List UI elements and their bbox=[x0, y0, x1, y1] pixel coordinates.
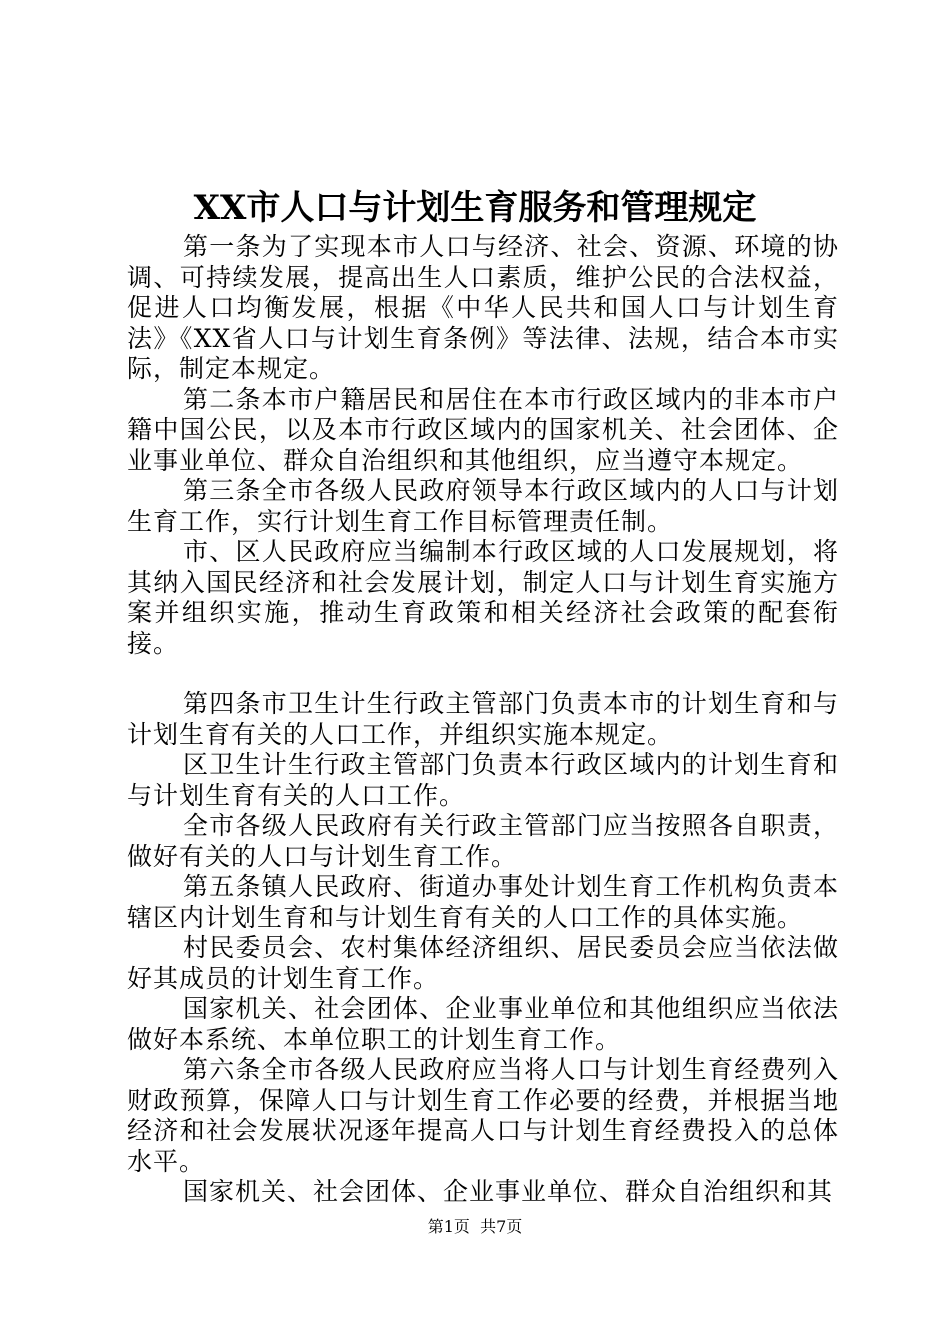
paragraph-article-5-clause-3: 国家机关、社会团体、企业事业单位和其他组织应当依法做好本系统、本单位职工的计划生育工作。 bbox=[127, 994, 839, 1054]
page-number-footer: 第1页 共7页 bbox=[427, 1217, 523, 1236]
paragraph-article-4-clause-2: 区卫生计生行政主管部门负责本行政区域内的计划生育和与计划生育有关的人口工作。 bbox=[127, 750, 839, 810]
document-body bbox=[127, 232, 839, 1208]
paragraph-article-2: 第二条本市户籍居民和居住在本市行政区域内的非本市户籍中国公民，以及本市行政区域内的国家机关、社会团体、企业事业单位、群众自治组织和其他组织，应当遵守本规定。 bbox=[127, 384, 839, 475]
paragraph-article-5-clause-2: 村民委员会、农村集体经济组织、居民委员会应当依法做好其成员的计划生育工作。 bbox=[127, 933, 839, 993]
paragraph-article-4: 第四条市卫生计生行政主管部门负责本市的计划生育和与计划生育有关的人口工作，并组织实施本规定。 bbox=[127, 689, 839, 749]
paragraph-article-6-clause-2: 国家机关、社会团体、企业事业单位、群众自治组织和其 bbox=[183, 1177, 834, 1206]
paragraph-article-6: 第六条全市各级人民政府应当将人口与计划生育经费列入财政预算，保障人口与计划生育工作必要的经费，并根据当地经济和社会发展状况逐年提高人口与计划生育经费投入的总体水平。 bbox=[127, 1055, 839, 1176]
paragraph-article-1: 第一条为了实现本市人口与经济、社会、资源、环境的协调、可持续发展，提高出生人口素质，维护公民的合法权益，促进人口均衡发展，根据《中华人民共和国人口与计划生育法》《XX省人口与计划生育条例》等法律、法规，结合本市实际，制定本规定。 bbox=[127, 232, 839, 383]
paragraph-article-3: 第三条全市各级人民政府领导本行政区域内的人口与计划生育工作，实行计划生育工作目标管理责任制。 bbox=[127, 476, 839, 536]
document-title: XX市人口与计划生育服务和管理规定 bbox=[193, 188, 757, 228]
paragraph-article-5: 第五条镇人民政府、街道办事处计划生育工作机构负责本辖区内计划生育和与计划生育有关的人口工作的具体实施。 bbox=[127, 872, 839, 932]
paragraph-article-4-clause-3: 全市各级人民政府有关行政主管部门应当按照各自职责，做好有关的人口与计划生育工作。 bbox=[127, 811, 839, 871]
paragraph-article-3-clause-2: 市、区人民政府应当编制本行政区域的人口发展规划，将其纳入国民经济和社会发展计划，制定人口与计划生育实施方案并组织实施，推动生育政策和相关经济社会政策的配套衔接。 bbox=[127, 537, 839, 658]
blank-line bbox=[127, 659, 839, 689]
